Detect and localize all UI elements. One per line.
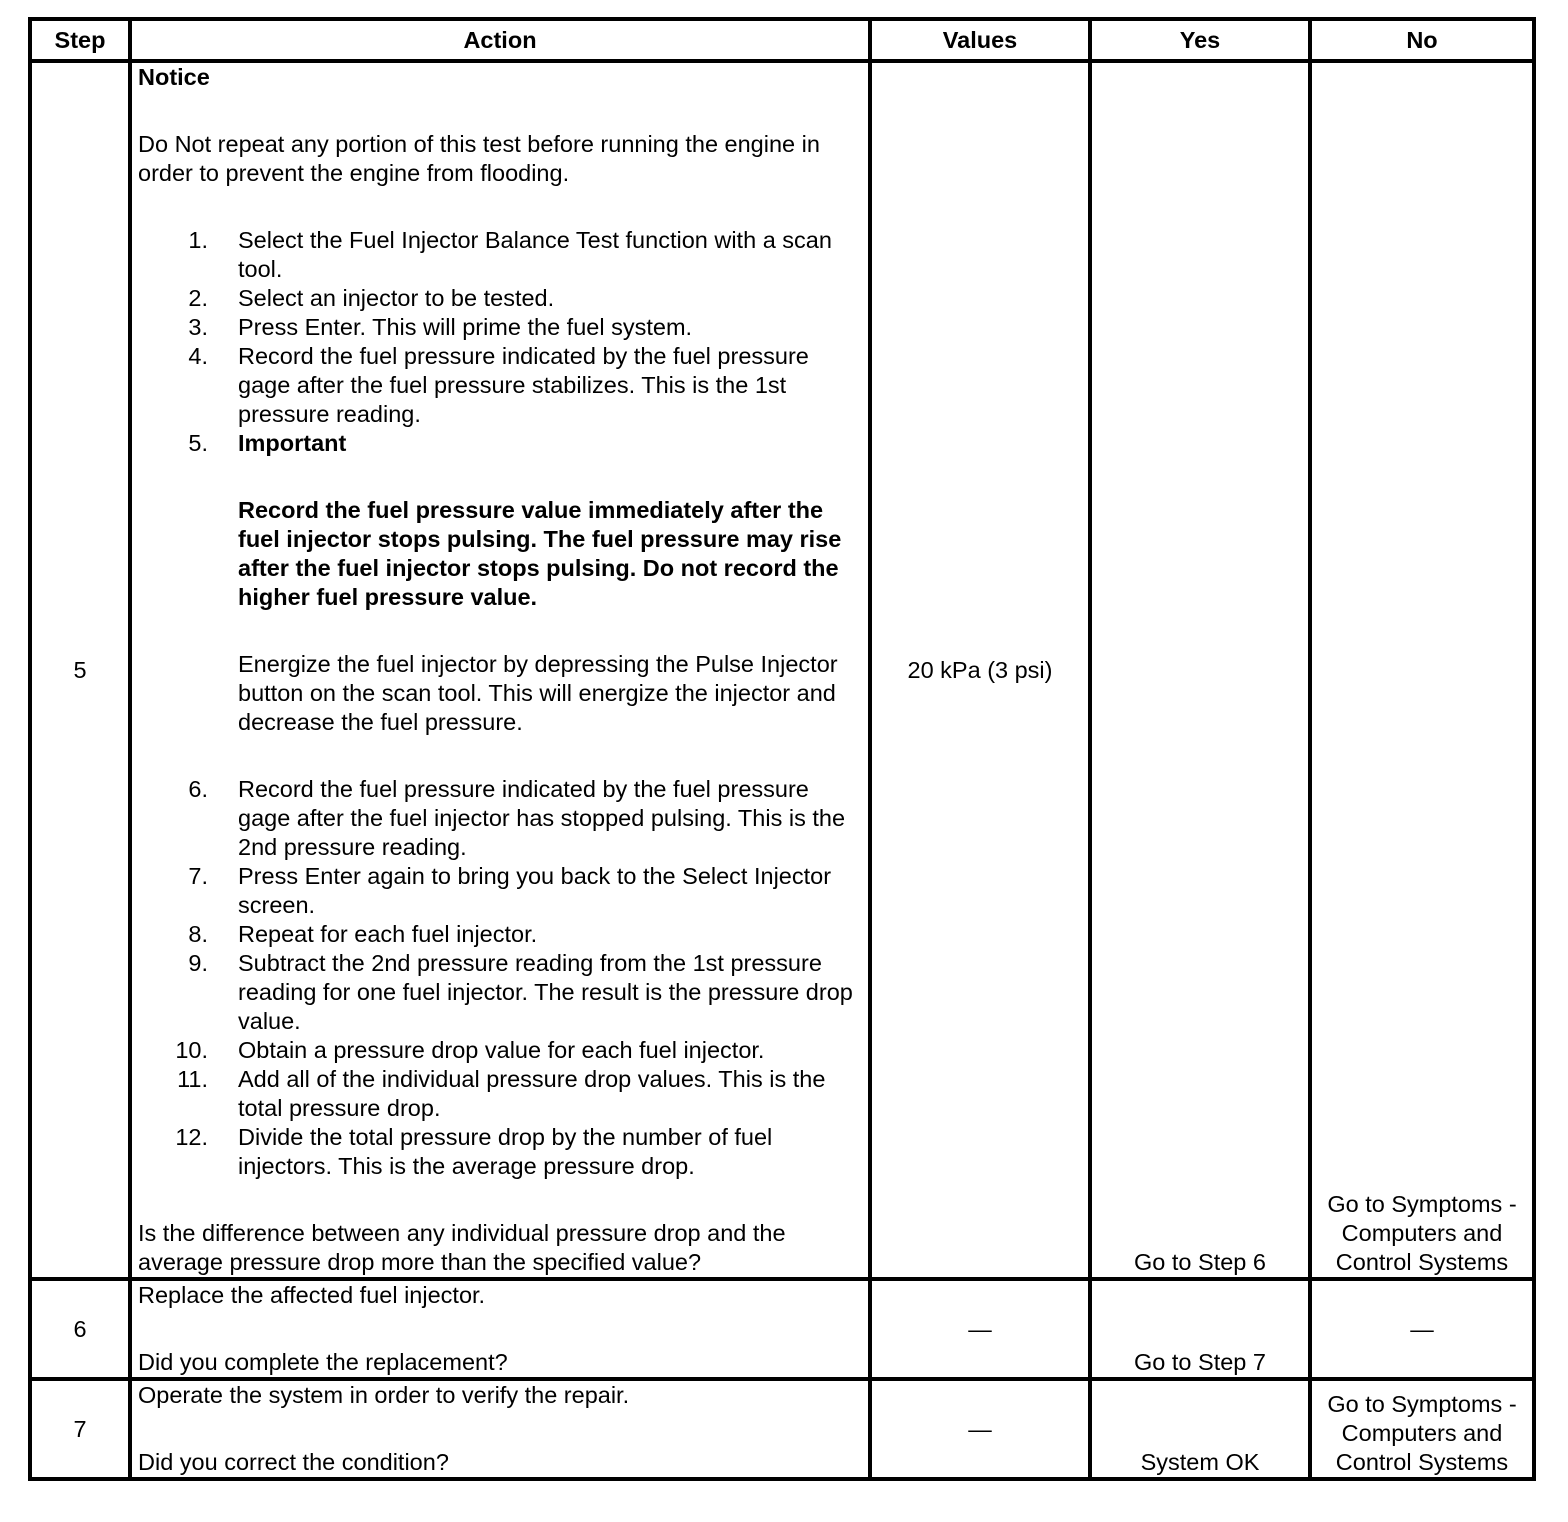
values-cell: — — [870, 1279, 1090, 1379]
no-cell: — — [1310, 1279, 1534, 1379]
energize-text: Energize the fuel injector by depressing the Pulse Injector button on the scan tool. This will energize the injector and decrease the fuel pressure. — [238, 651, 838, 735]
list-item: 8. Repeat for each fuel injector. — [188, 921, 538, 947]
action-cell — [130, 1379, 870, 1479]
header-row — [30, 19, 1534, 61]
step-number: 6 — [30, 1279, 130, 1379]
notice-text: Do Not repeat any portion of this test before running the engine in order to prevent the engine from flooding. — [138, 131, 820, 186]
table-row-step-6 — [30, 1279, 1534, 1379]
list-item: 3. Press Enter. This will prime the fuel system. — [188, 314, 693, 340]
list-item: 7. Press Enter again to bring you back to the Select Injector screen. — [188, 863, 832, 918]
list-item: 2. Select an injector to be tested. — [188, 285, 555, 311]
values-cell: 20 kPa (3 psi) — [870, 61, 1090, 1279]
header-step: Step — [30, 19, 130, 61]
list-item: 10. Obtain a pressure drop value for each fuel injector. — [175, 1037, 765, 1063]
header-no: No — [1310, 19, 1534, 61]
list-item: 9. Subtract the 2nd pressure reading from the 1st pressure reading for one fuel injector. The result is the pressure drop value. — [188, 950, 853, 1034]
list-item: 4. Record the fuel pressure indicated by the fuel pressure gage after the fuel pressure stabilizes. This is the 1st pressure reading. — [188, 343, 809, 427]
table-row-step-7 — [30, 1379, 1534, 1479]
action-text: Operate the system in order to verify the repair. — [138, 1382, 630, 1408]
list-item: 6. Record the fuel pressure indicated by the fuel pressure gage after the fuel injector has stopped pulsing. This is the 2nd pressure reading. — [188, 776, 846, 860]
yes-cell: System OK — [1090, 1379, 1310, 1479]
no-cell: Go to Symptoms - Computers and Control Systems — [1310, 1379, 1534, 1479]
action-cell — [130, 61, 870, 1279]
table-row-step-5 — [30, 61, 1534, 1279]
header-yes: Yes — [1090, 19, 1310, 61]
step-number: 5 — [30, 61, 130, 1279]
list-item: 12. Divide the total pressure drop by the number of fuel injectors. This is the average pressure drop. — [175, 1124, 773, 1179]
action-cell — [130, 1279, 870, 1379]
list-item: 5. Important Record the fuel pressure value immediately after the fuel injector stops pulsing. The fuel pressure may rise after the fuel injector stops pulsing. Do not record the higher fuel pressure value. Energize the fuel injector by depressing the Pulse Injector button on the scan tool. This will energize the injector and decrease the fuel pressure. — [138, 429, 862, 775]
question-text: Did you correct the condition? — [138, 1449, 449, 1475]
no-cell: Go to Symptoms - Computers and Control Systems — [1310, 61, 1534, 1279]
important-text: Record the fuel pressure value immediately after the fuel injector stops pulsing. The fuel pressure may rise after the fuel injector stops pulsing. Do not record the higher fuel pressure value. — [238, 497, 842, 610]
action-text: Replace the affected fuel injector. — [138, 1282, 486, 1308]
step-number: 7 — [30, 1379, 130, 1479]
question-text: Did you complete the replacement? — [138, 1349, 508, 1375]
yes-cell: Go to Step 6 — [1090, 61, 1310, 1279]
diagnostic-table — [28, 17, 1536, 1481]
values-cell: — — [870, 1379, 1090, 1479]
header-values: Values — [870, 19, 1090, 61]
procedure-list — [138, 226, 862, 1181]
important-title: Important — [238, 430, 347, 456]
question-text: Is the difference between any individual pressure drop and the average pressure drop more than the specified value? — [138, 1220, 786, 1275]
list-item: 11. Add all of the individual pressure drop values. This is the total pressure drop. — [177, 1066, 826, 1121]
header-action: Action — [130, 19, 870, 61]
notice-title: Notice — [138, 64, 210, 90]
list-item: 1. Select the Fuel Injector Balance Test function with a scan tool. — [188, 227, 832, 282]
yes-cell: Go to Step 7 — [1090, 1279, 1310, 1379]
